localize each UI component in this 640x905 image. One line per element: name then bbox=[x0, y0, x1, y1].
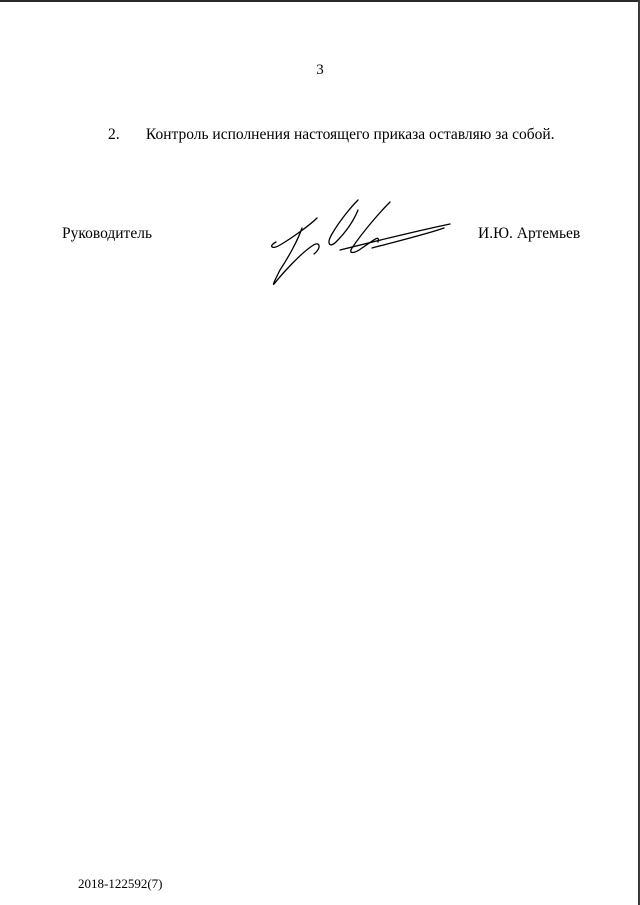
clause-item bbox=[108, 126, 555, 144]
signer-name: И.Ю. Артемьев bbox=[478, 225, 581, 242]
scan-edge-top bbox=[0, 0, 640, 2]
clause-number: 2. bbox=[108, 126, 120, 143]
document-code: 2018-122592(7) bbox=[78, 876, 163, 891]
clause-text: Контроль исполнения настоящего приказа оставляю за собой. bbox=[145, 126, 555, 143]
page-number: 3 bbox=[316, 62, 324, 78]
signer-position: Руководитель bbox=[62, 225, 153, 242]
handwritten-signature bbox=[262, 190, 452, 290]
